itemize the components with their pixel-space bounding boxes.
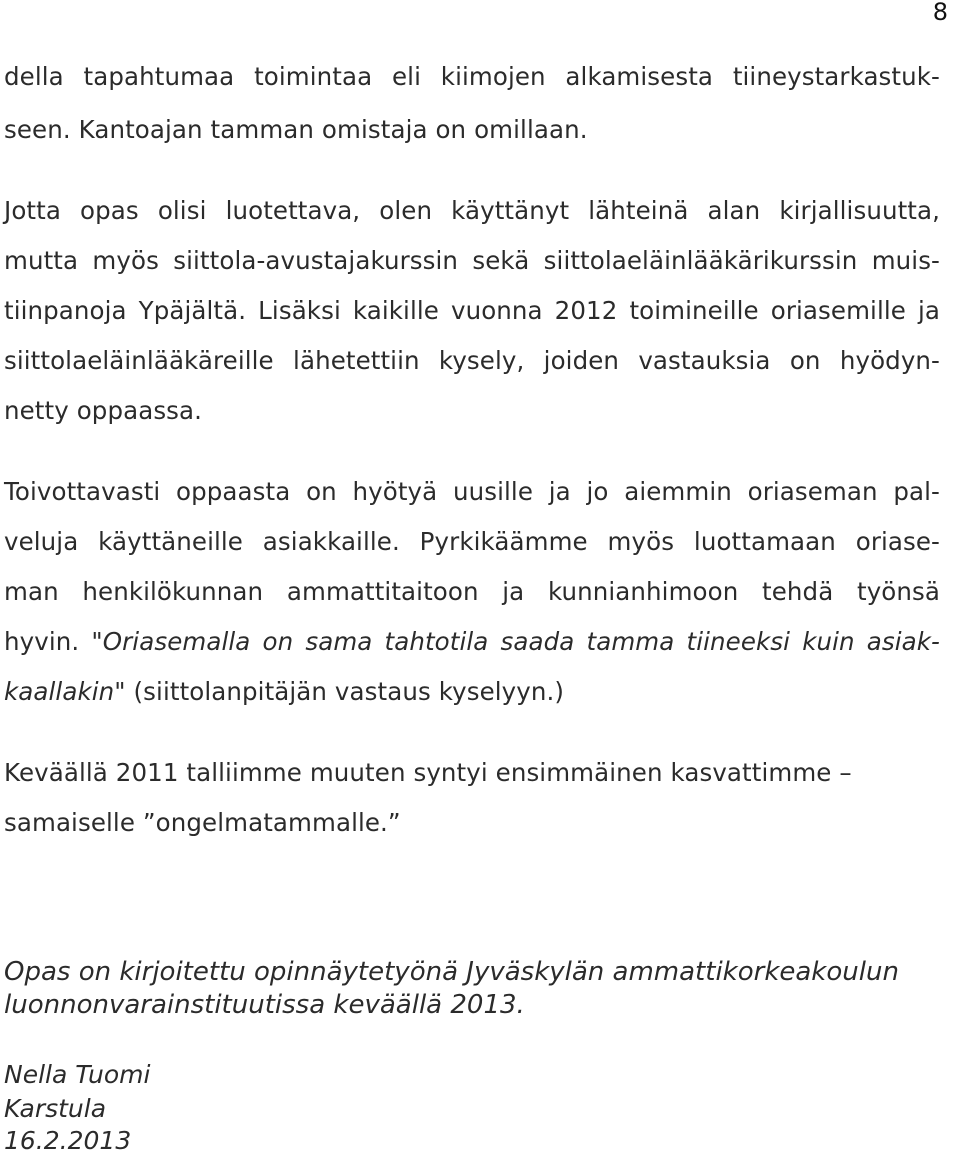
text-line: man henkilökunnan ammattitaitoon ja kunnianhimoon tehdä työnsä: [4, 577, 940, 606]
author-name: Nella Tuomi: [4, 1060, 151, 1089]
text-line: samaiselle ”ongelmatammalle.”: [4, 808, 401, 837]
text-line: Jotta opas olisi luotettava, olen käyttänyt lähteinä alan kirjallisuutta,: [4, 196, 940, 225]
text-line: tiinpanoja Ypäjältä. Lisäksi kaikille vuonna 2012 toimineille oriasemille ja: [4, 296, 940, 325]
text-line: [4, 677, 564, 706]
text-line: siittolaeläinlääkäreille lähetettiin kysely, joiden vastauksia on hyödyn-: [4, 346, 940, 375]
text-line: mutta myös siittola-avustajakurssin sekä siittolaeläinlääkärikurssin muis-: [4, 246, 940, 275]
place: Karstula: [4, 1094, 107, 1123]
text-line: netty oppaassa.: [4, 396, 203, 425]
quote-italic: Oriasemalla on sama tahtotila saada tamma tiineeksi kuin asiak-: [102, 627, 940, 656]
text-line: veluja käyttäneille asiakkaille. Pyrkikäämme myös luottamaan oriase-: [4, 527, 940, 556]
date: 16.2.2013: [4, 1126, 132, 1155]
note-line: luonnonvarainstituutissa keväällä 2013.: [4, 990, 525, 1020]
text-line: Keväällä 2011 talliimme muuten syntyi ensimmäinen kasvattimme –: [4, 758, 852, 787]
note-line: Opas on kirjoitettu opinnäytetyönä Jyväskylän ammattikorkeakoulun: [4, 957, 899, 987]
text-plain: hyvin. ": [4, 627, 103, 656]
quote-italic: kaallakin: [4, 677, 115, 706]
text-line: [4, 627, 940, 656]
text-plain: " (siittolanpitäjän vastaus kyselyyn.): [114, 677, 565, 706]
text-line: della tapahtumaa toimintaa eli kiimojen alkamisesta tiineystarkastuk-: [4, 62, 940, 91]
text-line: seen. Kantoajan tamman omistaja on omillaan.: [4, 115, 588, 144]
page-number: 8: [932, 0, 948, 26]
text-line: Toivottavasti oppaasta on hyötyä uusille ja jo aiemmin oriaseman pal-: [4, 477, 940, 506]
